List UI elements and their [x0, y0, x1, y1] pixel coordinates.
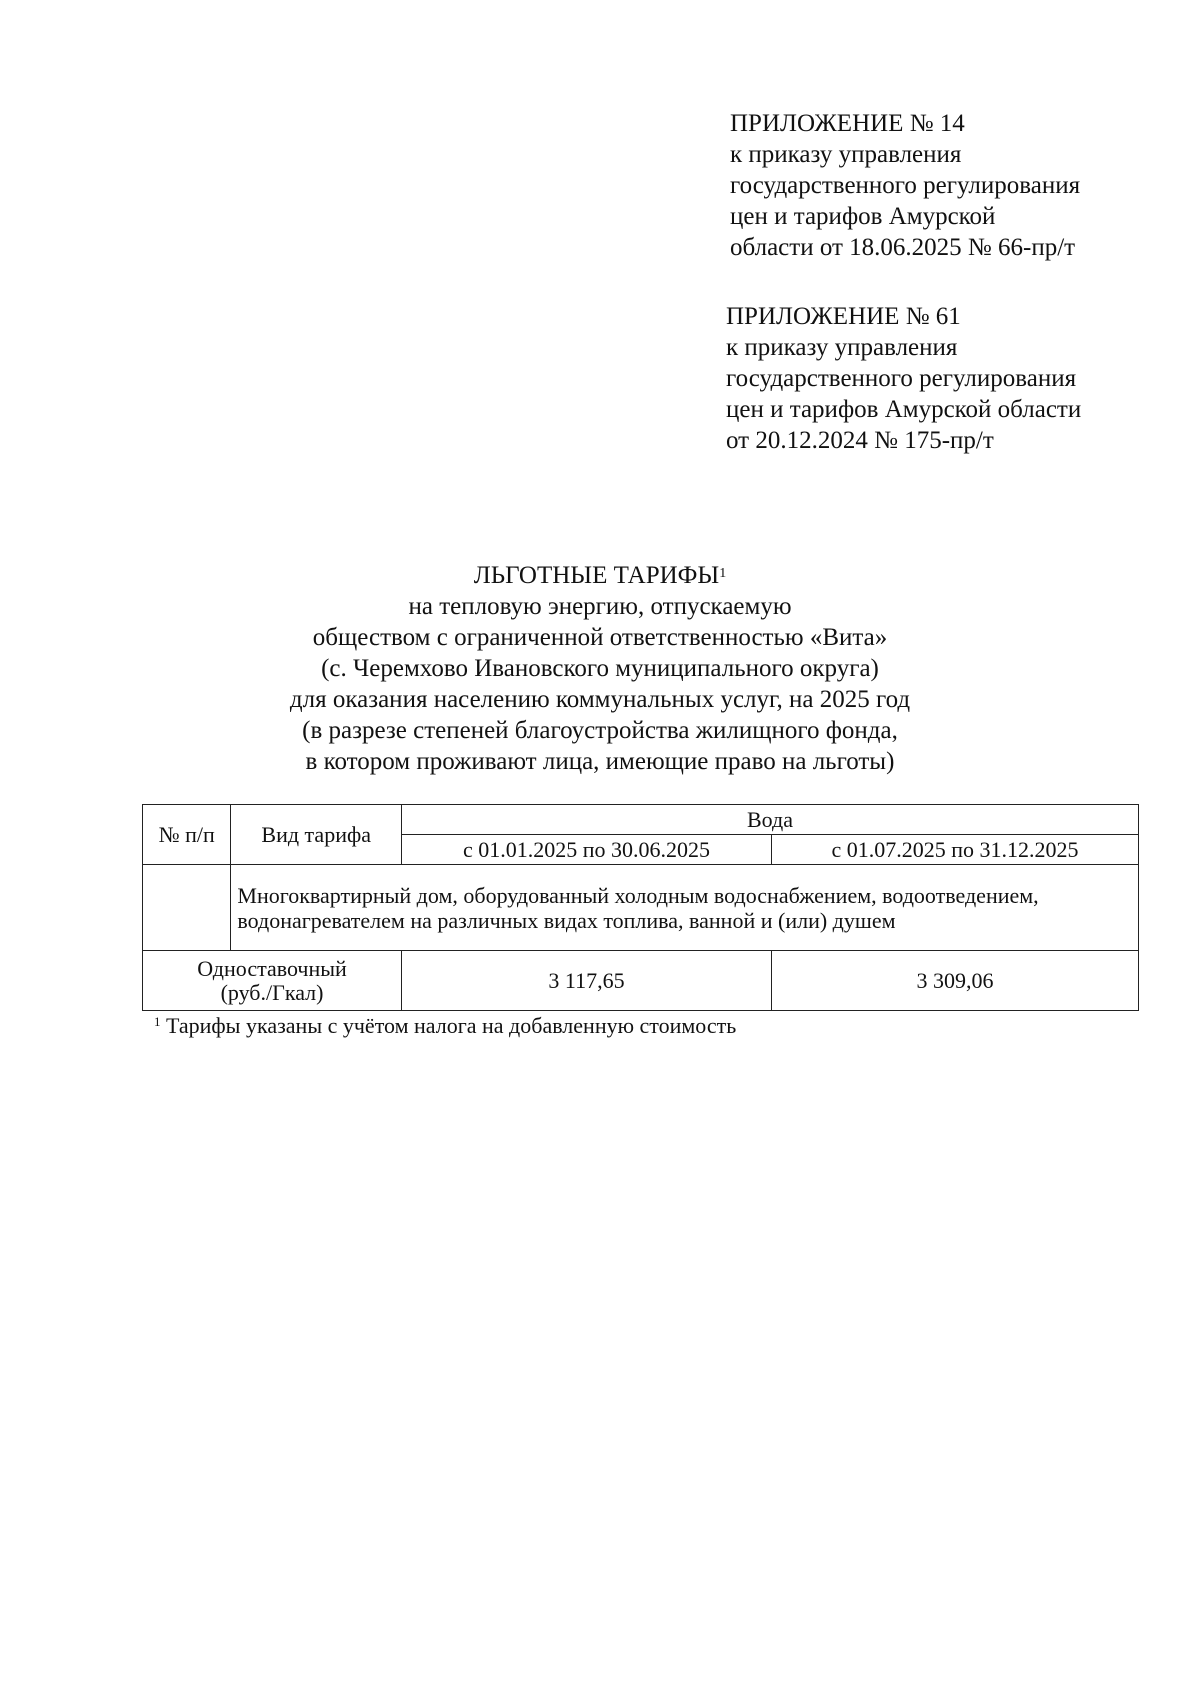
heading-line: для оказания населению коммунальных услуг, на 2025 год — [289, 686, 911, 713]
annex-61-line: от 20.12.2024 № 175-пр/т — [726, 427, 994, 454]
annex-61-block — [726, 301, 1081, 456]
header-number: № п/п — [143, 805, 231, 865]
annex-14-line: области от 18.06.2025 № 66-пр/т — [730, 234, 1076, 261]
header-tariff-type: Вид тарифа — [231, 805, 402, 865]
annex-61-line: государственного регулирования — [726, 365, 1077, 392]
annex-61-title: ПРИЛОЖЕНИЕ № 61 — [726, 303, 961, 330]
annex-14-block — [730, 108, 1080, 263]
table-row — [143, 951, 1139, 1011]
table-section-row — [143, 865, 1139, 951]
heading-line: обществом с ограниченной ответственностью «Вита» — [312, 624, 888, 651]
footnote — [154, 1013, 736, 1039]
section-description: Многоквартирный дом, оборудованный холодным водоснабжением, водоотведением, водонагревателем на различных видах топлива, ванной и (или) душем — [231, 865, 1139, 951]
annex-61-line: цен и тарифов Амурской области — [726, 396, 1082, 423]
heading-line: на тепловую энергию, отпускаемую — [408, 593, 792, 620]
tariff-table — [142, 804, 1139, 1011]
heading-title: ЛЬГОТНЫЕ ТАРИФЫ — [473, 562, 720, 589]
heading-title-line — [150, 560, 1050, 591]
annex-14-line: к приказу управления — [730, 141, 962, 168]
header-period-1: с 01.01.2025 по 30.06.2025 — [402, 835, 772, 865]
header-period-2: с 01.07.2025 по 31.12.2025 — [772, 835, 1139, 865]
tariff-value-period-2: 3 309,06 — [772, 951, 1139, 1011]
section-number-cell — [143, 865, 231, 951]
heading-footnote-mark: 1 — [719, 566, 727, 581]
annex-14-title: ПРИЛОЖЕНИЕ № 14 — [730, 110, 965, 137]
annex-14-line: государственного регулирования — [730, 172, 1081, 199]
heading-line: (с. Черемхово Ивановского муниципального округа) — [321, 655, 879, 682]
document-heading — [150, 560, 1050, 777]
heading-line: (в разрезе степеней благоустройства жилищного фонда, — [302, 717, 898, 744]
table-header-row — [143, 805, 1139, 835]
footnote-mark: 1 — [154, 1014, 161, 1029]
tariff-label-cell — [143, 951, 402, 1011]
annex-14-line: цен и тарифов Амурской — [730, 203, 996, 230]
footnote-text: Тарифы указаны с учётом налога на добавленную стоимость — [166, 1013, 737, 1038]
header-water-group: Вода — [402, 805, 1139, 835]
tariff-label: Одноставочный — [197, 955, 347, 981]
tariff-unit: (руб./Гкал) — [220, 979, 324, 1005]
heading-line: в котором проживают лица, имеющие право на льготы) — [305, 748, 895, 775]
annex-61-line: к приказу управления — [726, 334, 958, 361]
tariff-value-period-1: 3 117,65 — [402, 951, 772, 1011]
